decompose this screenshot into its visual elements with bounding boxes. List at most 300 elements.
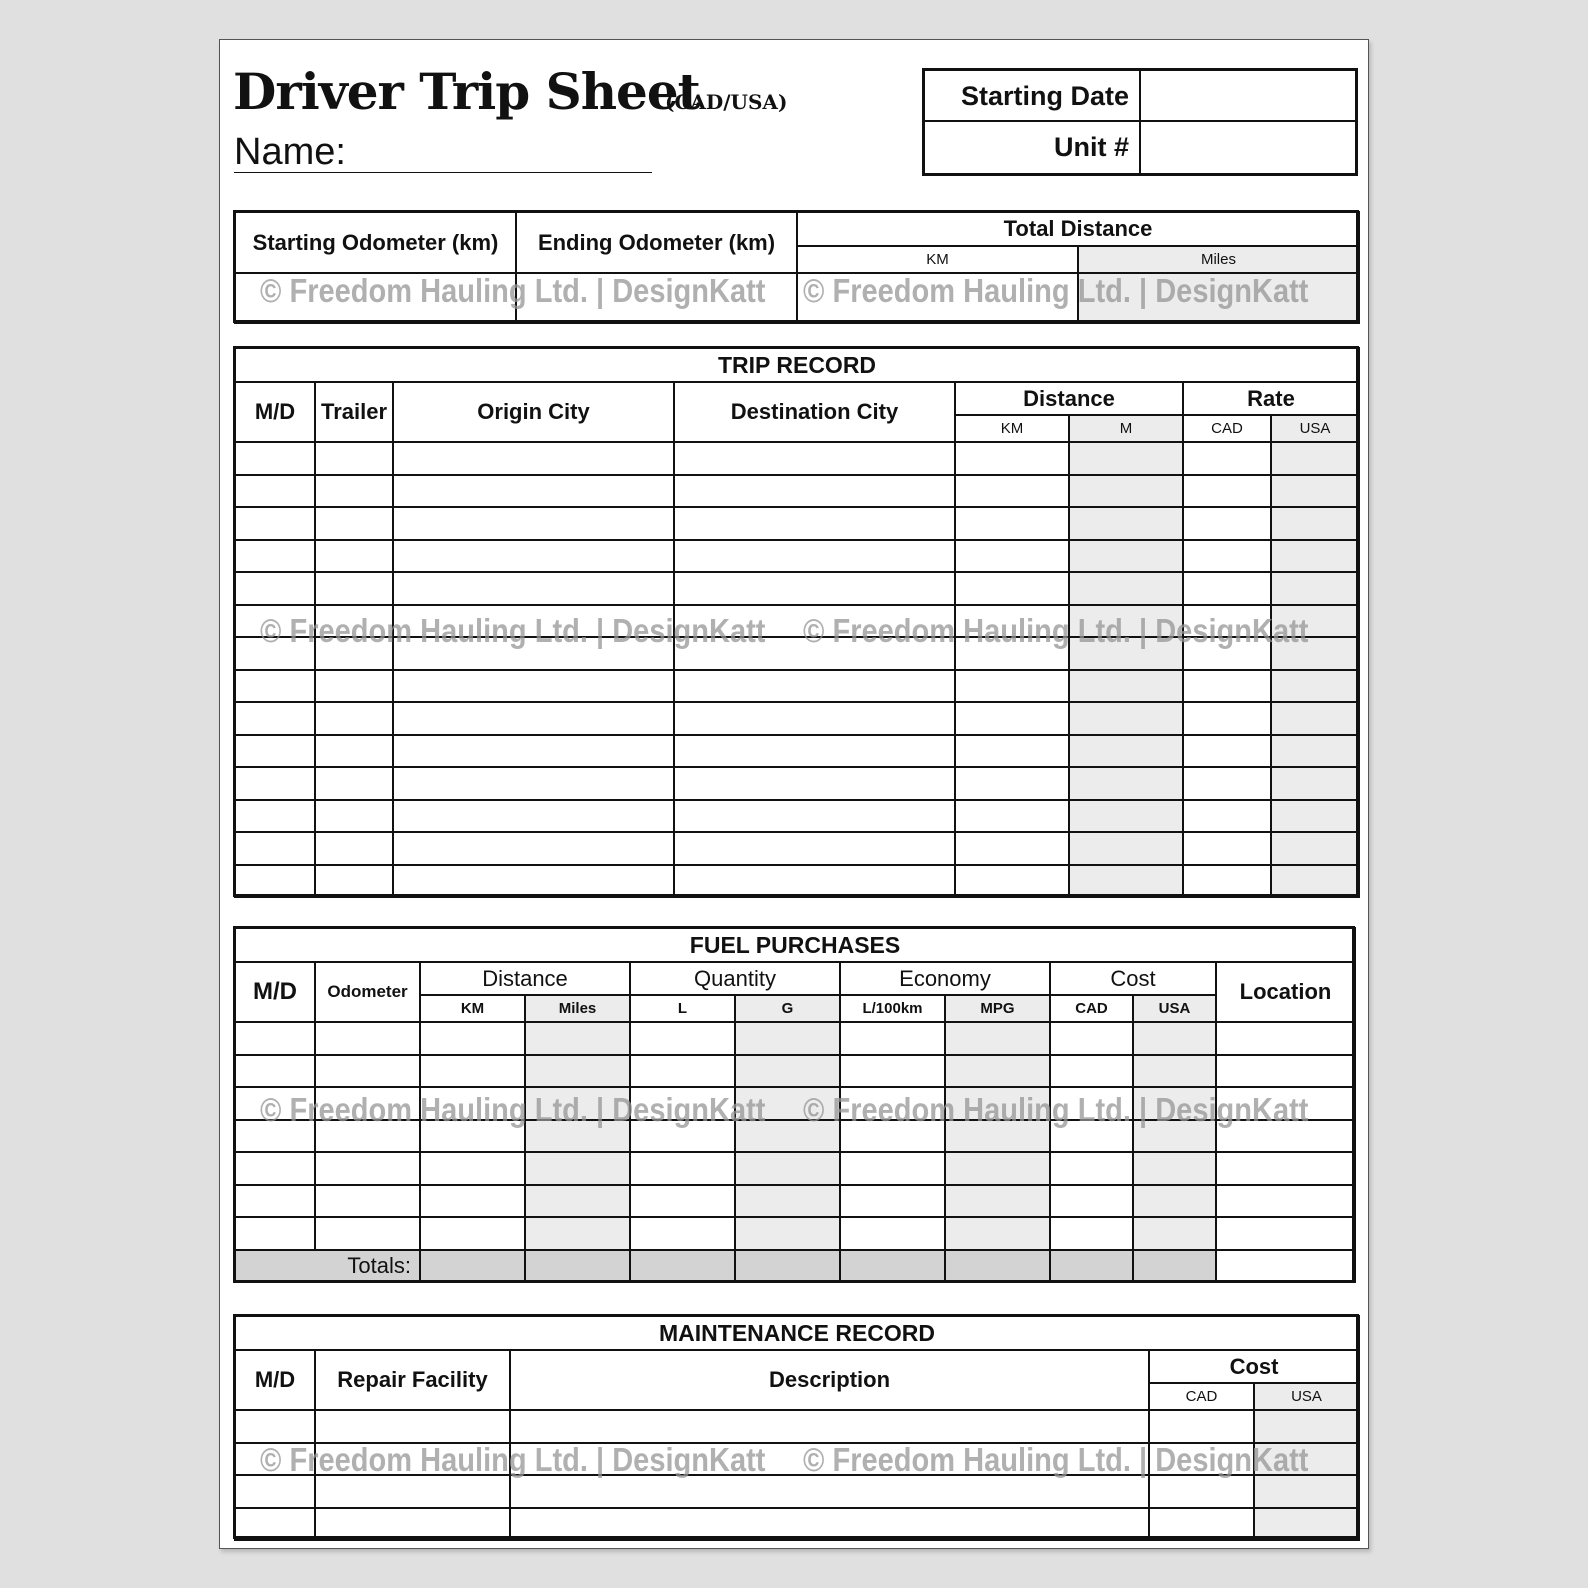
trip-cad-header: CAD xyxy=(1183,415,1271,442)
maint-description-header: Description xyxy=(510,1350,1149,1410)
maintenance-cell[interactable] xyxy=(1149,1508,1254,1541)
fuel-purchase-cell[interactable] xyxy=(1133,1120,1216,1153)
ending-odometer-header: Ending Odometer (km) xyxy=(516,212,797,273)
trip-record-cell[interactable] xyxy=(1069,637,1183,670)
trip-record-cell[interactable] xyxy=(674,832,955,865)
fuel-totals-cell[interactable] xyxy=(945,1250,1050,1282)
trip-record-cell[interactable] xyxy=(393,832,674,865)
maintenance-cell[interactable] xyxy=(510,1475,1149,1508)
fuel-purchase-cell[interactable] xyxy=(945,1120,1050,1153)
fuel-purchase-cell[interactable] xyxy=(735,1152,840,1185)
trip-record-cell[interactable] xyxy=(235,670,315,703)
maint-usa-header: USA xyxy=(1254,1383,1359,1410)
trip-record-cell[interactable] xyxy=(1183,637,1271,670)
total-miles-header: Miles xyxy=(1078,246,1359,273)
maint-facility-header: Repair Facility xyxy=(315,1350,510,1410)
trip-record-cell[interactable] xyxy=(1271,572,1359,605)
trip-md-header: M/D xyxy=(235,382,315,442)
maintenance-cell[interactable] xyxy=(315,1443,510,1476)
fuel-totals-cell[interactable] xyxy=(420,1250,525,1282)
trip-record-cell[interactable] xyxy=(315,507,393,540)
trip-record-cell[interactable] xyxy=(315,572,393,605)
fuel-purchase-cell[interactable] xyxy=(735,1217,840,1250)
trip-record-cell[interactable] xyxy=(955,637,1069,670)
fuel-purchase-cell[interactable] xyxy=(420,1055,525,1088)
trip-record-cell[interactable] xyxy=(674,702,955,735)
fuel-totals-row xyxy=(235,1250,1355,1282)
fuel-purchase-cell[interactable] xyxy=(1050,1087,1133,1120)
maintenance-row xyxy=(235,1508,1359,1541)
trip-record-cell[interactable] xyxy=(1069,442,1183,475)
maintenance-cell[interactable] xyxy=(1149,1475,1254,1508)
fuel-purchase-cell[interactable] xyxy=(630,1022,735,1055)
fuel-purchase-cell[interactable] xyxy=(1216,1087,1355,1120)
fuel-purchase-cell[interactable] xyxy=(1216,1022,1355,1055)
trip-record-cell[interactable] xyxy=(1271,540,1359,573)
trip-record-cell[interactable] xyxy=(1183,475,1271,508)
trip-record-cell[interactable] xyxy=(1069,865,1183,898)
maintenance-cell[interactable] xyxy=(235,1475,315,1508)
maintenance-cell[interactable] xyxy=(1254,1443,1359,1476)
fuel-l100-header: L/100km xyxy=(840,995,945,1022)
trip-record-table xyxy=(234,347,1360,898)
fuel-purchase-cell[interactable] xyxy=(1216,1120,1355,1153)
trip-record-cell[interactable] xyxy=(955,670,1069,703)
fuel-purchase-cell[interactable] xyxy=(315,1087,420,1120)
maintenance-cell[interactable] xyxy=(1254,1475,1359,1508)
trip-record-cell[interactable] xyxy=(1271,702,1359,735)
watermark-text: © Freedom Hauling Ltd. | DesignKatt xyxy=(260,1441,766,1478)
fuel-totals-cell[interactable] xyxy=(630,1250,735,1282)
total-distance-header: Total Distance xyxy=(797,212,1359,246)
trip-record-cell[interactable] xyxy=(235,832,315,865)
fuel-purchase-row xyxy=(235,1055,1355,1088)
maintenance-cell[interactable] xyxy=(1149,1443,1254,1476)
trip-record-cell[interactable] xyxy=(1069,475,1183,508)
fuel-md-header: M/D xyxy=(235,962,315,1022)
fuel-purchase-cell[interactable] xyxy=(840,1217,945,1250)
fuel-purchase-cell[interactable] xyxy=(315,1217,420,1250)
trip-record-cell[interactable] xyxy=(1271,800,1359,833)
trip-record-cell[interactable] xyxy=(674,670,955,703)
trip-record-cell[interactable] xyxy=(1271,735,1359,768)
trip-record-cell[interactable] xyxy=(674,605,955,638)
trip-record-row xyxy=(235,800,1359,833)
trip-record-cell[interactable] xyxy=(674,767,955,800)
trip-record-cell[interactable] xyxy=(1271,865,1359,898)
trip-record-cell[interactable] xyxy=(315,735,393,768)
trip-record-cell[interactable] xyxy=(955,800,1069,833)
maint-md-header: M/D xyxy=(235,1350,315,1410)
trip-record-cell[interactable] xyxy=(235,735,315,768)
fuel-purchase-cell[interactable] xyxy=(1050,1185,1133,1218)
trip-record-cell[interactable] xyxy=(235,865,315,898)
fuel-purchase-cell[interactable] xyxy=(315,1120,420,1153)
fuel-purchase-cell[interactable] xyxy=(735,1087,840,1120)
fuel-l-header: L xyxy=(630,995,735,1022)
fuel-purchase-cell[interactable] xyxy=(945,1022,1050,1055)
fuel-purchase-cell[interactable] xyxy=(945,1185,1050,1218)
trip-record-cell[interactable] xyxy=(315,767,393,800)
page-subtitle: (CAD/USA) xyxy=(665,90,788,114)
trip-record-cell[interactable] xyxy=(1069,800,1183,833)
maintenance-cell[interactable] xyxy=(510,1443,1149,1476)
trip-record-row xyxy=(235,735,1359,768)
trip-record-cell[interactable] xyxy=(315,865,393,898)
fuel-purchase-cell[interactable] xyxy=(315,1055,420,1088)
trip-record-cell[interactable] xyxy=(1271,832,1359,865)
odometer-table xyxy=(234,211,1360,324)
fuel-purchase-cell[interactable] xyxy=(1133,1055,1216,1088)
fuel-purchase-cell[interactable] xyxy=(235,1022,315,1055)
fuel-purchase-cell[interactable] xyxy=(420,1087,525,1120)
trip-record-cell[interactable] xyxy=(235,767,315,800)
maintenance-cell[interactable] xyxy=(315,1508,510,1541)
fuel-mpg-header: MPG xyxy=(945,995,1050,1022)
fuel-purchase-cell[interactable] xyxy=(1216,1217,1355,1250)
trip-record-cell[interactable] xyxy=(1069,605,1183,638)
fuel-purchase-cell[interactable] xyxy=(1133,1217,1216,1250)
fuel-purchase-cell[interactable] xyxy=(735,1185,840,1218)
trip-trailer-header: Trailer xyxy=(315,382,393,442)
trip-record-cell[interactable] xyxy=(1271,670,1359,703)
trip-record-cell[interactable] xyxy=(315,670,393,703)
trip-record-cell[interactable] xyxy=(393,735,674,768)
trip-record-cell[interactable] xyxy=(393,507,674,540)
trip-destination-header: Destination City xyxy=(674,382,955,442)
fuel-purchase-cell[interactable] xyxy=(1050,1152,1133,1185)
maintenance-cell[interactable] xyxy=(510,1508,1149,1541)
fuel-purchase-row xyxy=(235,1152,1355,1185)
fuel-purchase-row xyxy=(235,1120,1355,1153)
trip-record-cell[interactable] xyxy=(1183,865,1271,898)
fuel-purchase-cell[interactable] xyxy=(1133,1022,1216,1055)
trip-record-row xyxy=(235,605,1359,638)
maintenance-cell[interactable] xyxy=(315,1410,510,1443)
fuel-purchase-cell[interactable] xyxy=(420,1120,525,1153)
fuel-purchase-row xyxy=(235,1185,1355,1218)
fuel-purchase-cell[interactable] xyxy=(735,1055,840,1088)
fuel-purchase-cell[interactable] xyxy=(525,1087,630,1120)
fuel-purchase-row xyxy=(235,1217,1355,1250)
trip-record-cell[interactable] xyxy=(393,540,674,573)
fuel-purchase-cell[interactable] xyxy=(525,1217,630,1250)
trip-record-cell[interactable] xyxy=(674,507,955,540)
trip-rate-header: Rate xyxy=(1183,382,1359,415)
fuel-purchase-cell[interactable] xyxy=(840,1055,945,1088)
fuel-cost-header: Cost xyxy=(1050,962,1216,995)
trip-record-cell[interactable] xyxy=(235,800,315,833)
fuel-purchase-cell[interactable] xyxy=(945,1087,1050,1120)
maintenance-record-table xyxy=(234,1315,1360,1541)
fuel-totals-cell[interactable] xyxy=(840,1250,945,1282)
trip-m-header: M xyxy=(1069,415,1183,442)
fuel-purchase-cell[interactable] xyxy=(840,1022,945,1055)
total-km-cell[interactable] xyxy=(797,273,1078,323)
fuel-purchase-cell[interactable] xyxy=(735,1120,840,1153)
trip-record-row xyxy=(235,865,1359,898)
maintenance-title: MAINTENANCE RECORD xyxy=(235,1316,1359,1350)
trip-record-cell[interactable] xyxy=(955,767,1069,800)
trip-record-cell[interactable] xyxy=(235,702,315,735)
trip-record-row xyxy=(235,475,1359,508)
trip-record-cell[interactable] xyxy=(1183,572,1271,605)
fuel-totals-cell[interactable] xyxy=(1050,1250,1133,1282)
trip-record-cell[interactable] xyxy=(1069,735,1183,768)
fuel-purchase-cell[interactable] xyxy=(1216,1055,1355,1088)
trip-record-cell[interactable] xyxy=(1183,735,1271,768)
trip-record-cell[interactable] xyxy=(1271,507,1359,540)
watermark-text: © Freedom Hauling Ltd. | DesignKatt xyxy=(260,612,766,649)
ending-odometer-cell[interactable] xyxy=(516,273,797,323)
maintenance-cell[interactable] xyxy=(1254,1410,1359,1443)
fuel-location-header: Location xyxy=(1216,962,1355,1022)
fuel-purchase-cell[interactable] xyxy=(840,1185,945,1218)
watermark-text: © Freedom Hauling Ltd. | DesignKatt xyxy=(803,1091,1309,1128)
trip-record-cell[interactable] xyxy=(1069,507,1183,540)
trip-record-cell[interactable] xyxy=(1271,637,1359,670)
trip-record-cell[interactable] xyxy=(955,865,1069,898)
trip-record-cell[interactable] xyxy=(315,800,393,833)
maintenance-row xyxy=(235,1443,1359,1476)
trip-record-cell[interactable] xyxy=(674,637,955,670)
fuel-purchase-cell[interactable] xyxy=(945,1152,1050,1185)
fuel-purchase-cell[interactable] xyxy=(420,1217,525,1250)
watermark-text: © Freedom Hauling Ltd. | DesignKatt xyxy=(803,272,1309,309)
trip-record-row xyxy=(235,832,1359,865)
trip-record-cell[interactable] xyxy=(1271,442,1359,475)
trip-usa-header: USA xyxy=(1271,415,1359,442)
trip-record-cell[interactable] xyxy=(315,442,393,475)
fuel-purchase-cell[interactable] xyxy=(1050,1055,1133,1088)
trip-distance-header: Distance xyxy=(955,382,1183,415)
trip-record-cell[interactable] xyxy=(235,605,315,638)
starting-odometer-header: Starting Odometer (km) xyxy=(235,212,516,273)
fuel-purchase-cell[interactable] xyxy=(1216,1152,1355,1185)
trip-record-cell[interactable] xyxy=(1069,702,1183,735)
starting-odometer-cell[interactable] xyxy=(235,273,516,323)
fuel-purchases-title: FUEL PURCHASES xyxy=(235,928,1355,962)
trip-record-cell[interactable] xyxy=(315,540,393,573)
fuel-purchase-cell[interactable] xyxy=(235,1055,315,1088)
fuel-economy-header: Economy xyxy=(840,962,1050,995)
maintenance-cell[interactable] xyxy=(235,1410,315,1443)
trip-record-cell[interactable] xyxy=(1183,702,1271,735)
fuel-miles-header: Miles xyxy=(525,995,630,1022)
trip-record-cell[interactable] xyxy=(235,540,315,573)
trip-record-cell[interactable] xyxy=(955,735,1069,768)
fuel-cad-header: CAD xyxy=(1050,995,1133,1022)
fuel-quantity-header: Quantity xyxy=(630,962,840,995)
trip-record-cell[interactable] xyxy=(393,670,674,703)
maintenance-cell[interactable] xyxy=(315,1475,510,1508)
page-title: Driver Trip Sheet xyxy=(233,62,700,121)
fuel-purchase-cell[interactable] xyxy=(840,1087,945,1120)
total-miles-cell[interactable] xyxy=(1078,273,1359,323)
trip-origin-header: Origin City xyxy=(393,382,674,442)
trip-record-cell[interactable] xyxy=(235,572,315,605)
fuel-purchase-cell[interactable] xyxy=(630,1087,735,1120)
fuel-purchases-table xyxy=(234,927,1356,1283)
fuel-purchase-row xyxy=(235,1087,1355,1120)
fuel-purchase-cell[interactable] xyxy=(840,1152,945,1185)
trip-record-row xyxy=(235,670,1359,703)
trip-record-cell[interactable] xyxy=(1183,670,1271,703)
starting-date-label: Starting Date xyxy=(925,71,1141,120)
trip-record-row xyxy=(235,507,1359,540)
trip-record-cell[interactable] xyxy=(235,637,315,670)
trip-record-cell[interactable] xyxy=(1271,605,1359,638)
maintenance-row xyxy=(235,1475,1359,1508)
trip-record-title: TRIP RECORD xyxy=(235,348,1359,382)
fuel-purchase-cell[interactable] xyxy=(420,1022,525,1055)
trip-record-cell[interactable] xyxy=(1271,767,1359,800)
fuel-purchase-cell[interactable] xyxy=(840,1120,945,1153)
fuel-purchase-cell[interactable] xyxy=(235,1217,315,1250)
fuel-purchase-cell[interactable] xyxy=(525,1022,630,1055)
trip-record-cell[interactable] xyxy=(393,605,674,638)
trip-record-cell[interactable] xyxy=(1183,767,1271,800)
trip-record-cell[interactable] xyxy=(674,475,955,508)
trip-record-cell[interactable] xyxy=(393,865,674,898)
trip-record-cell[interactable] xyxy=(955,442,1069,475)
name-field-line[interactable] xyxy=(234,172,652,173)
fuel-purchase-cell[interactable] xyxy=(420,1185,525,1218)
trip-record-cell[interactable] xyxy=(674,735,955,768)
trip-record-cell[interactable] xyxy=(393,572,674,605)
trip-record-cell[interactable] xyxy=(393,800,674,833)
fuel-purchase-cell[interactable] xyxy=(945,1217,1050,1250)
fuel-purchase-cell[interactable] xyxy=(525,1120,630,1153)
unit-label: Unit # xyxy=(925,122,1141,173)
fuel-purchase-cell[interactable] xyxy=(1216,1185,1355,1218)
trip-record-cell[interactable] xyxy=(315,605,393,638)
trip-record-cell[interactable] xyxy=(393,702,674,735)
trip-record-cell[interactable] xyxy=(393,637,674,670)
trip-record-cell[interactable] xyxy=(235,475,315,508)
trip-record-cell[interactable] xyxy=(955,475,1069,508)
maint-cost-header: Cost xyxy=(1149,1350,1359,1383)
fuel-purchase-cell[interactable] xyxy=(235,1087,315,1120)
trip-record-cell[interactable] xyxy=(1069,572,1183,605)
trip-record-cell[interactable] xyxy=(674,540,955,573)
trip-record-cell[interactable] xyxy=(1183,832,1271,865)
maintenance-cell[interactable] xyxy=(235,1443,315,1476)
trip-record-cell[interactable] xyxy=(393,442,674,475)
trip-record-row xyxy=(235,540,1359,573)
fuel-totals-cell[interactable] xyxy=(735,1250,840,1282)
maintenance-cell[interactable] xyxy=(1149,1410,1254,1443)
trip-record-cell[interactable] xyxy=(674,572,955,605)
fuel-purchase-cell[interactable] xyxy=(315,1185,420,1218)
trip-record-row xyxy=(235,572,1359,605)
maint-cad-header: CAD xyxy=(1149,1383,1254,1410)
trip-record-cell[interactable] xyxy=(1069,670,1183,703)
trip-record-cell[interactable] xyxy=(315,637,393,670)
trip-record-cell[interactable] xyxy=(315,832,393,865)
trip-record-cell[interactable] xyxy=(674,442,955,475)
date-unit-box xyxy=(922,68,1358,176)
trip-record-cell[interactable] xyxy=(1069,540,1183,573)
fuel-purchase-cell[interactable] xyxy=(630,1055,735,1088)
maintenance-cell[interactable] xyxy=(1254,1508,1359,1541)
fuel-purchase-cell[interactable] xyxy=(1050,1120,1133,1153)
trip-record-cell[interactable] xyxy=(955,702,1069,735)
trip-record-cell[interactable] xyxy=(1183,605,1271,638)
fuel-purchase-cell[interactable] xyxy=(235,1152,315,1185)
maintenance-cell[interactable] xyxy=(235,1508,315,1541)
trip-record-cell[interactable] xyxy=(1183,540,1271,573)
trip-record-row xyxy=(235,767,1359,800)
fuel-purchase-cell[interactable] xyxy=(735,1022,840,1055)
trip-record-cell[interactable] xyxy=(315,475,393,508)
fuel-totals-cell[interactable] xyxy=(525,1250,630,1282)
fuel-totals-cell[interactable] xyxy=(1133,1250,1216,1282)
trip-record-cell[interactable] xyxy=(1183,507,1271,540)
fuel-purchase-cell[interactable] xyxy=(315,1022,420,1055)
fuel-purchase-cell[interactable] xyxy=(945,1055,1050,1088)
fuel-usa-header: USA xyxy=(1133,995,1216,1022)
trip-record-cell[interactable] xyxy=(955,572,1069,605)
fuel-purchase-cell[interactable] xyxy=(235,1185,315,1218)
fuel-purchase-cell[interactable] xyxy=(630,1217,735,1250)
fuel-purchase-cell[interactable] xyxy=(630,1120,735,1153)
fuel-purchase-cell[interactable] xyxy=(1133,1087,1216,1120)
trip-km-header: KM xyxy=(955,415,1069,442)
fuel-km-header: KM xyxy=(420,995,525,1022)
maintenance-cell[interactable] xyxy=(510,1410,1149,1443)
trip-record-cell[interactable] xyxy=(955,540,1069,573)
trip-record-cell[interactable] xyxy=(393,475,674,508)
fuel-purchase-cell[interactable] xyxy=(630,1152,735,1185)
fuel-purchase-cell[interactable] xyxy=(420,1152,525,1185)
fuel-purchase-cell[interactable] xyxy=(525,1185,630,1218)
trip-record-cell[interactable] xyxy=(1183,800,1271,833)
fuel-purchase-cell[interactable] xyxy=(235,1120,315,1153)
trip-record-cell[interactable] xyxy=(955,507,1069,540)
trip-record-cell[interactable] xyxy=(674,865,955,898)
fuel-totals-label: Totals: xyxy=(235,1250,420,1282)
trip-record-cell[interactable] xyxy=(315,702,393,735)
trip-record-cell[interactable] xyxy=(955,832,1069,865)
fuel-purchase-cell[interactable] xyxy=(1133,1185,1216,1218)
trip-record-cell[interactable] xyxy=(1271,475,1359,508)
maintenance-row xyxy=(235,1410,1359,1443)
name-label: Name: xyxy=(234,131,346,173)
fuel-purchase-cell[interactable] xyxy=(1050,1217,1133,1250)
fuel-distance-header: Distance xyxy=(420,962,630,995)
trip-record-cell[interactable] xyxy=(235,507,315,540)
fuel-purchase-cell[interactable] xyxy=(630,1185,735,1218)
watermark-text: © Freedom Hauling Ltd. | DesignKatt xyxy=(803,1441,1309,1478)
trip-record-cell[interactable] xyxy=(955,605,1069,638)
trip-record-cell[interactable] xyxy=(674,800,955,833)
trip-record-cell[interactable] xyxy=(1183,442,1271,475)
watermark-text: © Freedom Hauling Ltd. | DesignKatt xyxy=(260,1091,766,1128)
fuel-purchase-cell[interactable] xyxy=(315,1152,420,1185)
watermark-text: © Freedom Hauling Ltd. | DesignKatt xyxy=(260,272,766,309)
fuel-purchase-cell[interactable] xyxy=(1133,1152,1216,1185)
fuel-purchase-cell[interactable] xyxy=(525,1055,630,1088)
trip-record-row xyxy=(235,442,1359,475)
trip-record-cell[interactable] xyxy=(235,442,315,475)
fuel-totals-cell[interactable] xyxy=(1216,1250,1355,1282)
fuel-purchase-cell[interactable] xyxy=(525,1152,630,1185)
fuel-purchase-cell[interactable] xyxy=(1050,1022,1133,1055)
trip-record-cell[interactable] xyxy=(393,767,674,800)
trip-record-cell[interactable] xyxy=(1069,767,1183,800)
trip-record-cell[interactable] xyxy=(1069,832,1183,865)
